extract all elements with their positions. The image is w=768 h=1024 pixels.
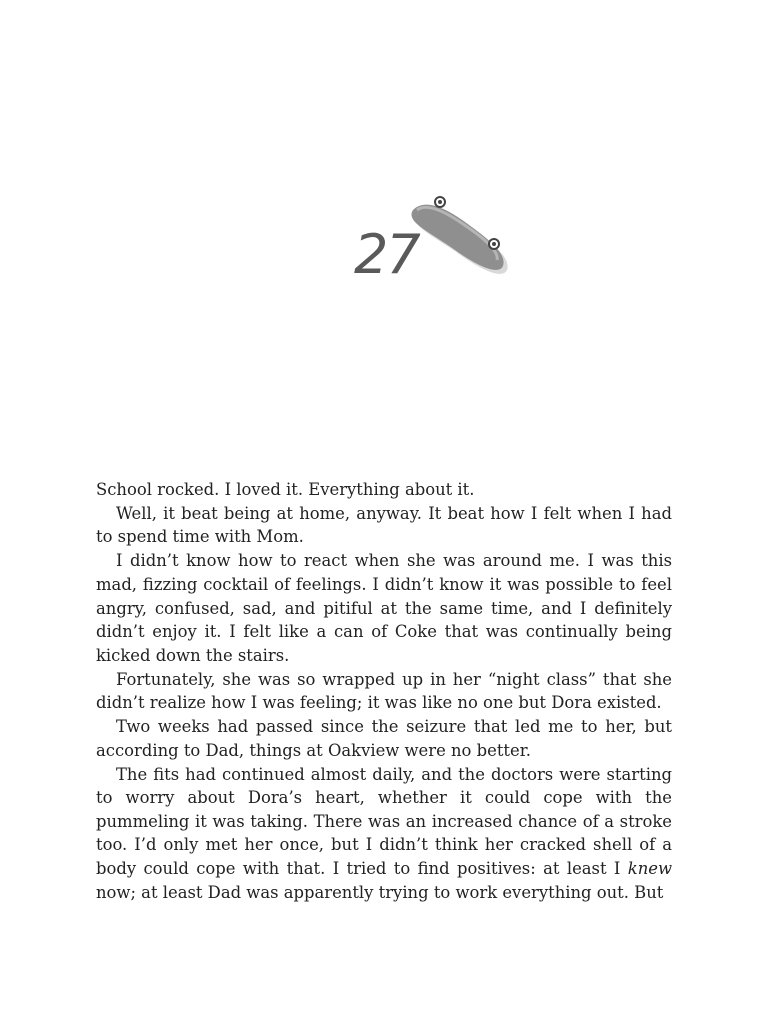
chapter-number: 27: [354, 223, 419, 286]
paragraph: Well, it beat being at home, anyway. It beat how I felt when I had to spend time with Mom.: [96, 503, 672, 547]
paragraph: [96, 763, 672, 905]
paragraph: Two weeks had passed since the seizure that led me to her, but according to Dad, things at Oakview were no better.: [96, 717, 672, 760]
chapter-heading: [340, 170, 540, 300]
paragraph-text: The fits had continued almost daily, and the doctors were starting to worry about Dora’s heart, whether it could cope with the pummeling it was taking. There was an increased chance of a stroke too. I’d only met her once, but I didn’t think her cracked shell of a body could cope with that. I tried to find positives: at least I: [96, 764, 672, 878]
paragraph: I didn’t know how to react when she was around me. I was this mad, fizzing cocktail of feelings. I didn’t know it was possible to feel angry, confused, sad, and pitiful at the same time, and I definitely didn’t enjoy it. I felt like a can of Coke that was continually being kicked down the stairs.: [96, 551, 672, 665]
body-text: [96, 478, 672, 904]
emphasized-word: knew: [627, 858, 672, 878]
paragraph: Fortunately, she was so wrapped up in her “night class” that she didn’t realize how I was feeling; it was like no one but Dora existed.: [96, 669, 672, 713]
paragraph: School rocked. I loved it. Everything about it.: [96, 480, 475, 499]
paragraph-text: now; at least Dad was apparently trying to work everything out. But: [96, 882, 664, 902]
